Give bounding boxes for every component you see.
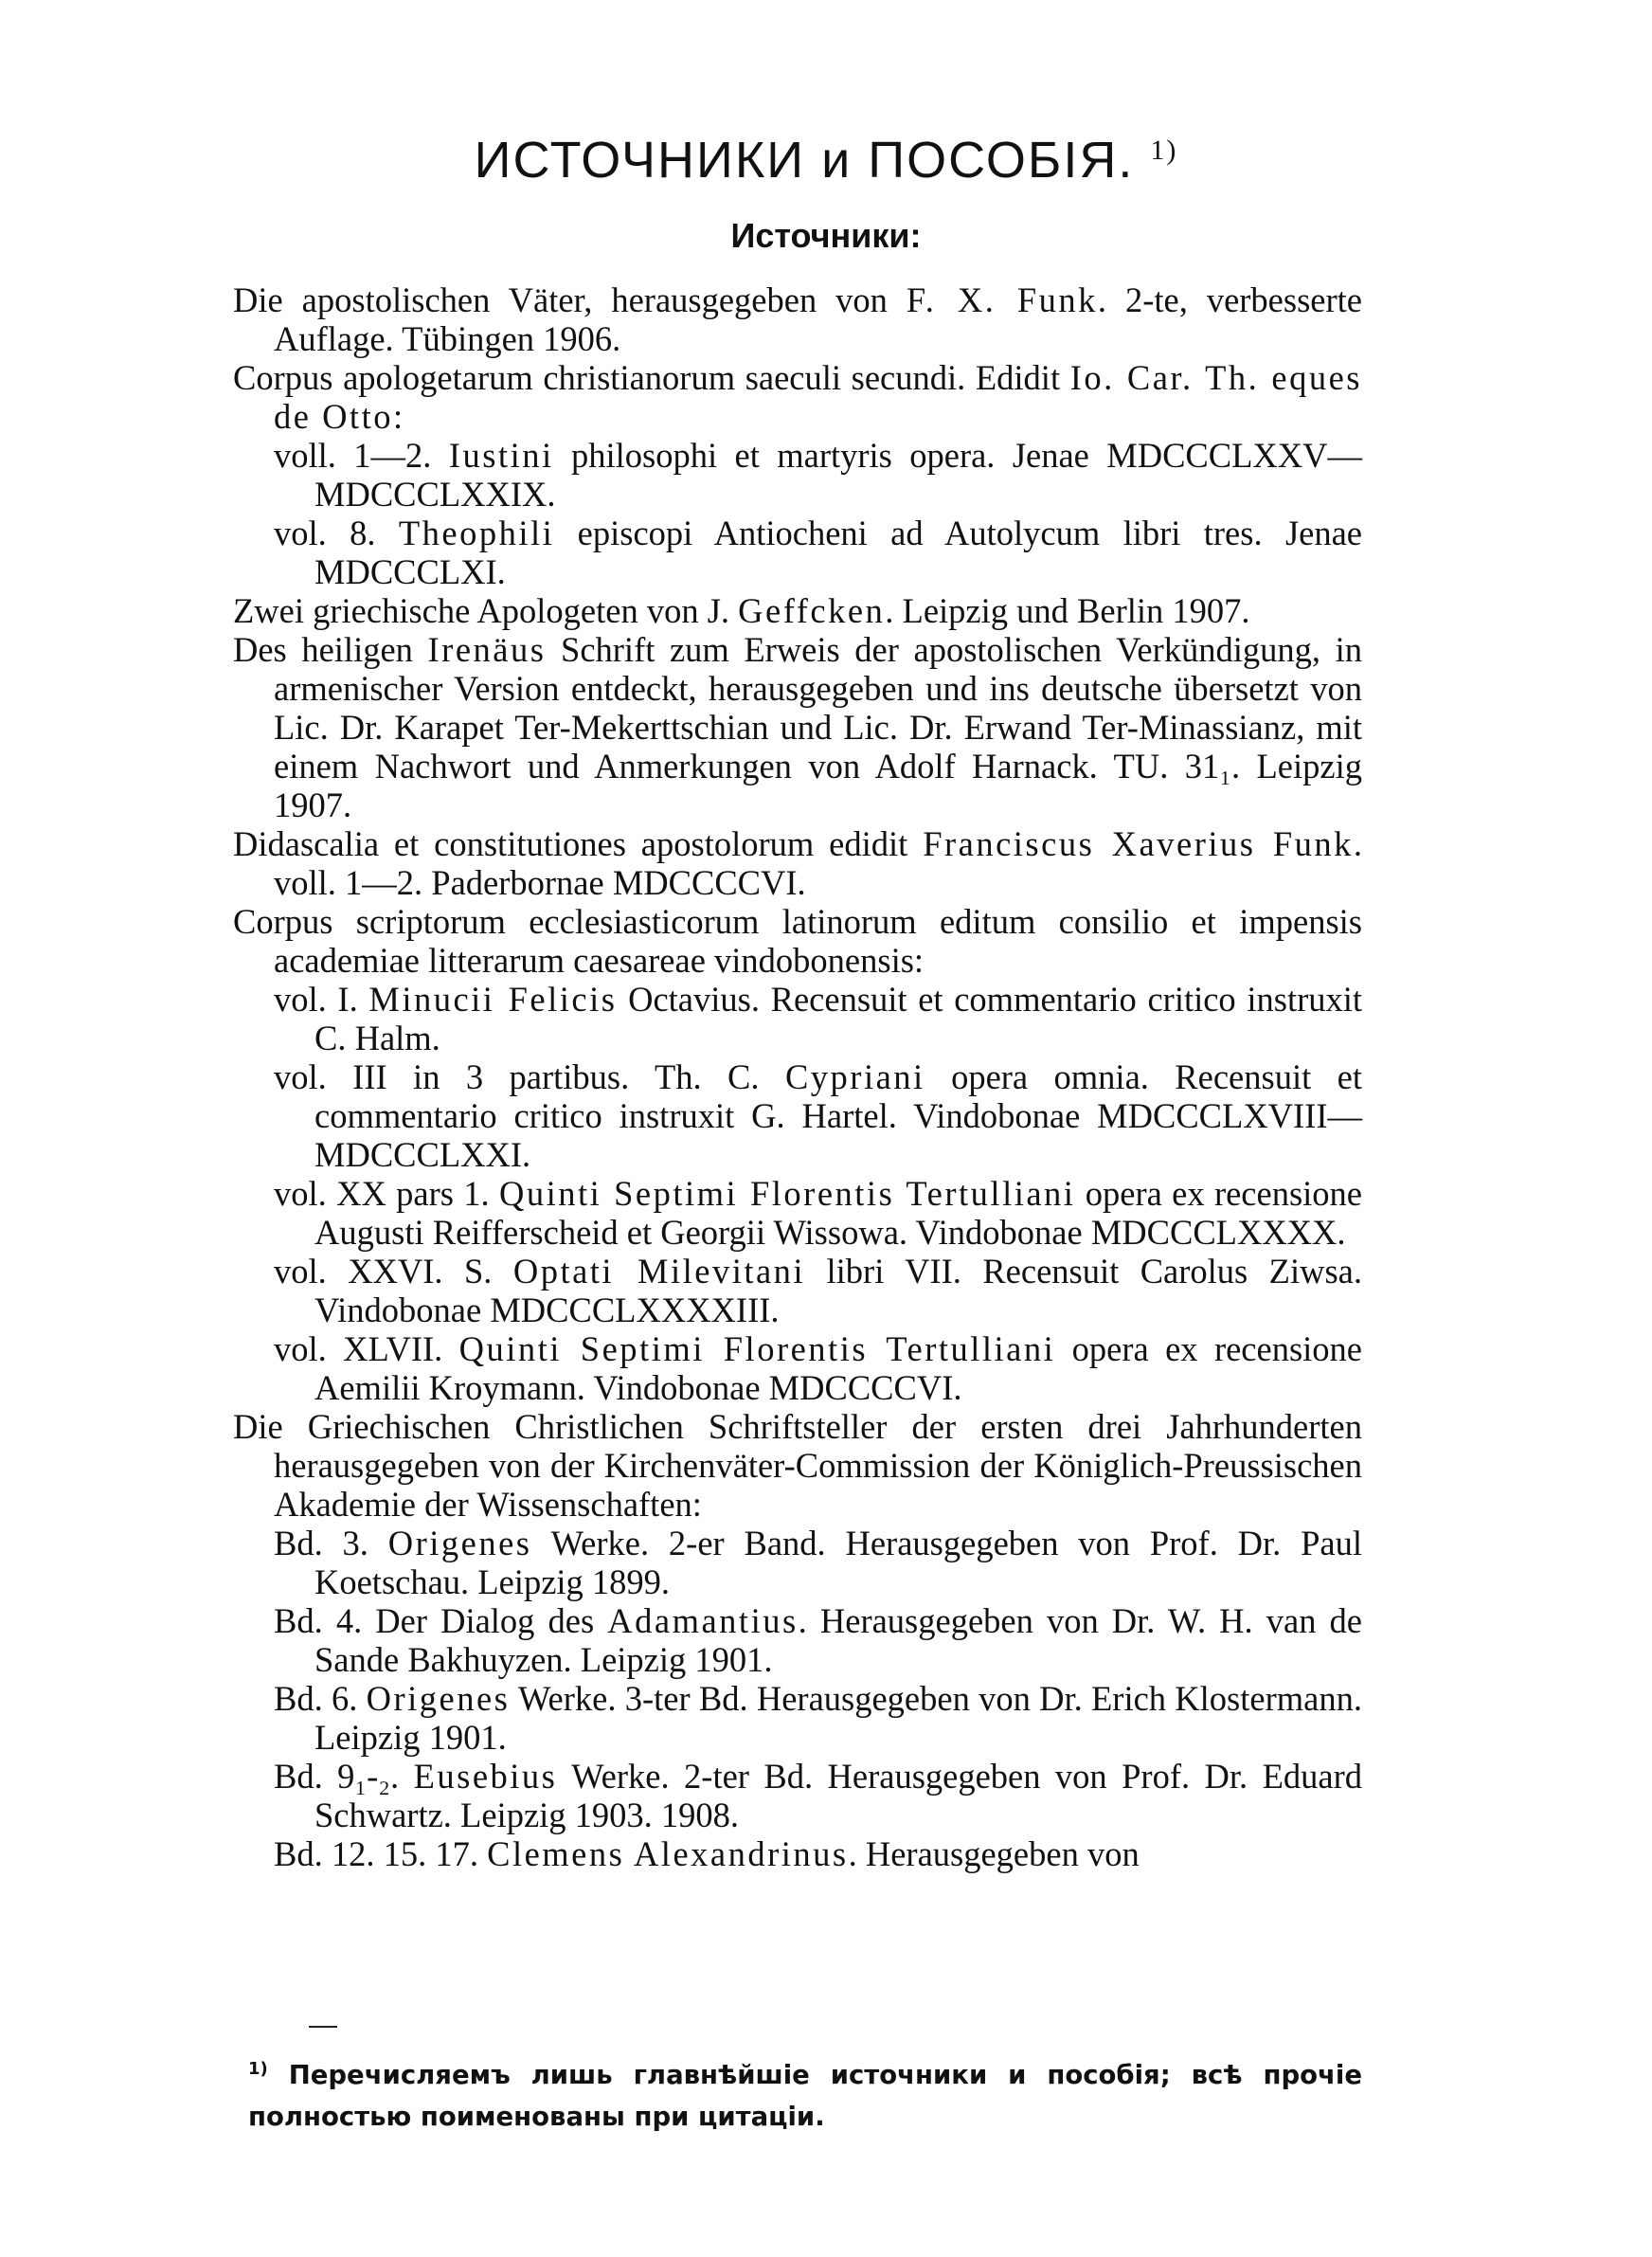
- bibliography-subentry: Bd. 6. Origenes Werke. 3-ter Bd. Herausgegeben von Dr. Erich Klostermann. Leipzig 1901.: [274, 1679, 1362, 1757]
- bibliography-entry: Didascalia et constitutiones apostolorum edidit Franciscus Xaverius Funk. voll. 1—2. Paderbornae MDCCCCVI.: [233, 824, 1362, 902]
- bibliography-entry: Zwei griechische Apologeten von J. Geffcken. Leipzig und Berlin 1907.: [233, 591, 1250, 630]
- bibliography-entry: Die apostolischen Väter, herausgegeben von F. X. Funk. 2-te, verbesserte Auflage. Tübingen 1906.: [233, 280, 1362, 358]
- bibliography-subentry: vol. III in 3 partibus. Th. C. Cypriani opera omnia. Recensuit et commentario critico instruxit G. Hartel. Vindobonae MDCCCLXVIII—MDCCCLXXI.: [274, 1057, 1362, 1174]
- bibliography-subentry: vol. XLVII. Quinti Septimi Florentis Tertulliani opera ex recensione Aemilii Kroymann. Vindobonae MDCCCCVI.: [274, 1329, 1362, 1407]
- bibliography-subentry: Bd. 12. 15. 17. Clemens Alexandrinus. Herausgegeben von: [274, 1834, 1140, 1873]
- bibliography-subentry: vol. XXVI. S. Optati Milevitani libri VII. Recensuit Carolus Ziwsa. Vindobonae MDCCCLXXXXIII.: [274, 1252, 1362, 1329]
- section-heading: Источники:: [730, 216, 922, 255]
- footnote: [248, 2049, 1362, 2138]
- bibliography-subentry: Bd. 3. Origenes Werke. 2-er Band. Herausgegeben von Prof. Dr. Paul Koetschau. Leipzig 1899.: [274, 1524, 1362, 1601]
- bibliography-subentry: voll. 1—2. Iustini philosophi et martyris opera. Jenae MDCCCLXXV—MDCCCLXXIX.: [274, 436, 1362, 514]
- bibliography-entry: Corpus apologetarum christianorum saeculi secundi. Edidit Io. Car. Th. eques de Otto:: [233, 358, 1362, 436]
- footnote-text: Перечисляемъ лишь главнѣйшіе источники и пособія; всѣ прочіе полностью поименованы при цитаціи.: [248, 2060, 1363, 2133]
- bibliography-list: [233, 280, 1362, 1873]
- bibliography-entry: Des heiligen Irenäus Schrift zum Erweis der apostolischen Verkündigung, in armenischer Version entdeckt, herausgegeben und ins deutsche übersetzt von Lic. Dr. Karapet Ter-Mekerttschian und Lic. Dr. Erwand Ter-Minassianz, mit einem Nachwort und Anmerkungen von Adolf Harnack. TU. 31₁. Leipzig 1907.: [233, 630, 1363, 824]
- bibliography-subentry: Bd. 4. Der Dialog des Adamantius. Herausgegeben von Dr. W. H. van de Sande Bakhuyzen. Leipzig 1901.: [274, 1601, 1362, 1679]
- bibliography-subentry: Bd. 9₁-₂. Eusebius Werke. 2-ter Bd. Herausgegeben von Prof. Dr. Eduard Schwartz. Leipzig 1903. 1908.: [274, 1757, 1363, 1834]
- bibliography-entry: Corpus scriptorum ecclesiasticorum latinorum editum consilio et impensis academiae litterarum caesareae vindobonensis:: [233, 902, 1362, 980]
- page-title-text: ИСТОЧНИКИ и ПОСОБІЯ.: [474, 132, 1135, 189]
- bibliography-subentry: vol. 8. Theophili episcopi Antiocheni ad Autolycum libri tres. Jenae MDCCCLXI.: [274, 514, 1362, 591]
- footnote-marker: 1): [248, 2059, 268, 2079]
- footnote-reference: 1): [1150, 135, 1178, 166]
- footnote-divider: [309, 2026, 337, 2028]
- page-title: [0, 131, 1652, 190]
- bibliography-subentry: vol. I. Minucii Felicis Octavius. Recensuit et commentario critico instruxit C. Halm.: [274, 980, 1363, 1057]
- bibliography-subentry: vol. XX pars 1. Quinti Septimi Florentis Tertulliani opera ex recensione Augusti Reifferscheid et Georgii Wissowa. Vindobonae MDCCCLXXXX.: [274, 1174, 1362, 1252]
- bibliography-entry: Die Griechischen Christlichen Schriftsteller der ersten drei Jahrhunderten herausgegeben von der Kirchenväter-Commission der Königlich-Preussischen Akademie der Wissenschaften:: [233, 1407, 1362, 1524]
